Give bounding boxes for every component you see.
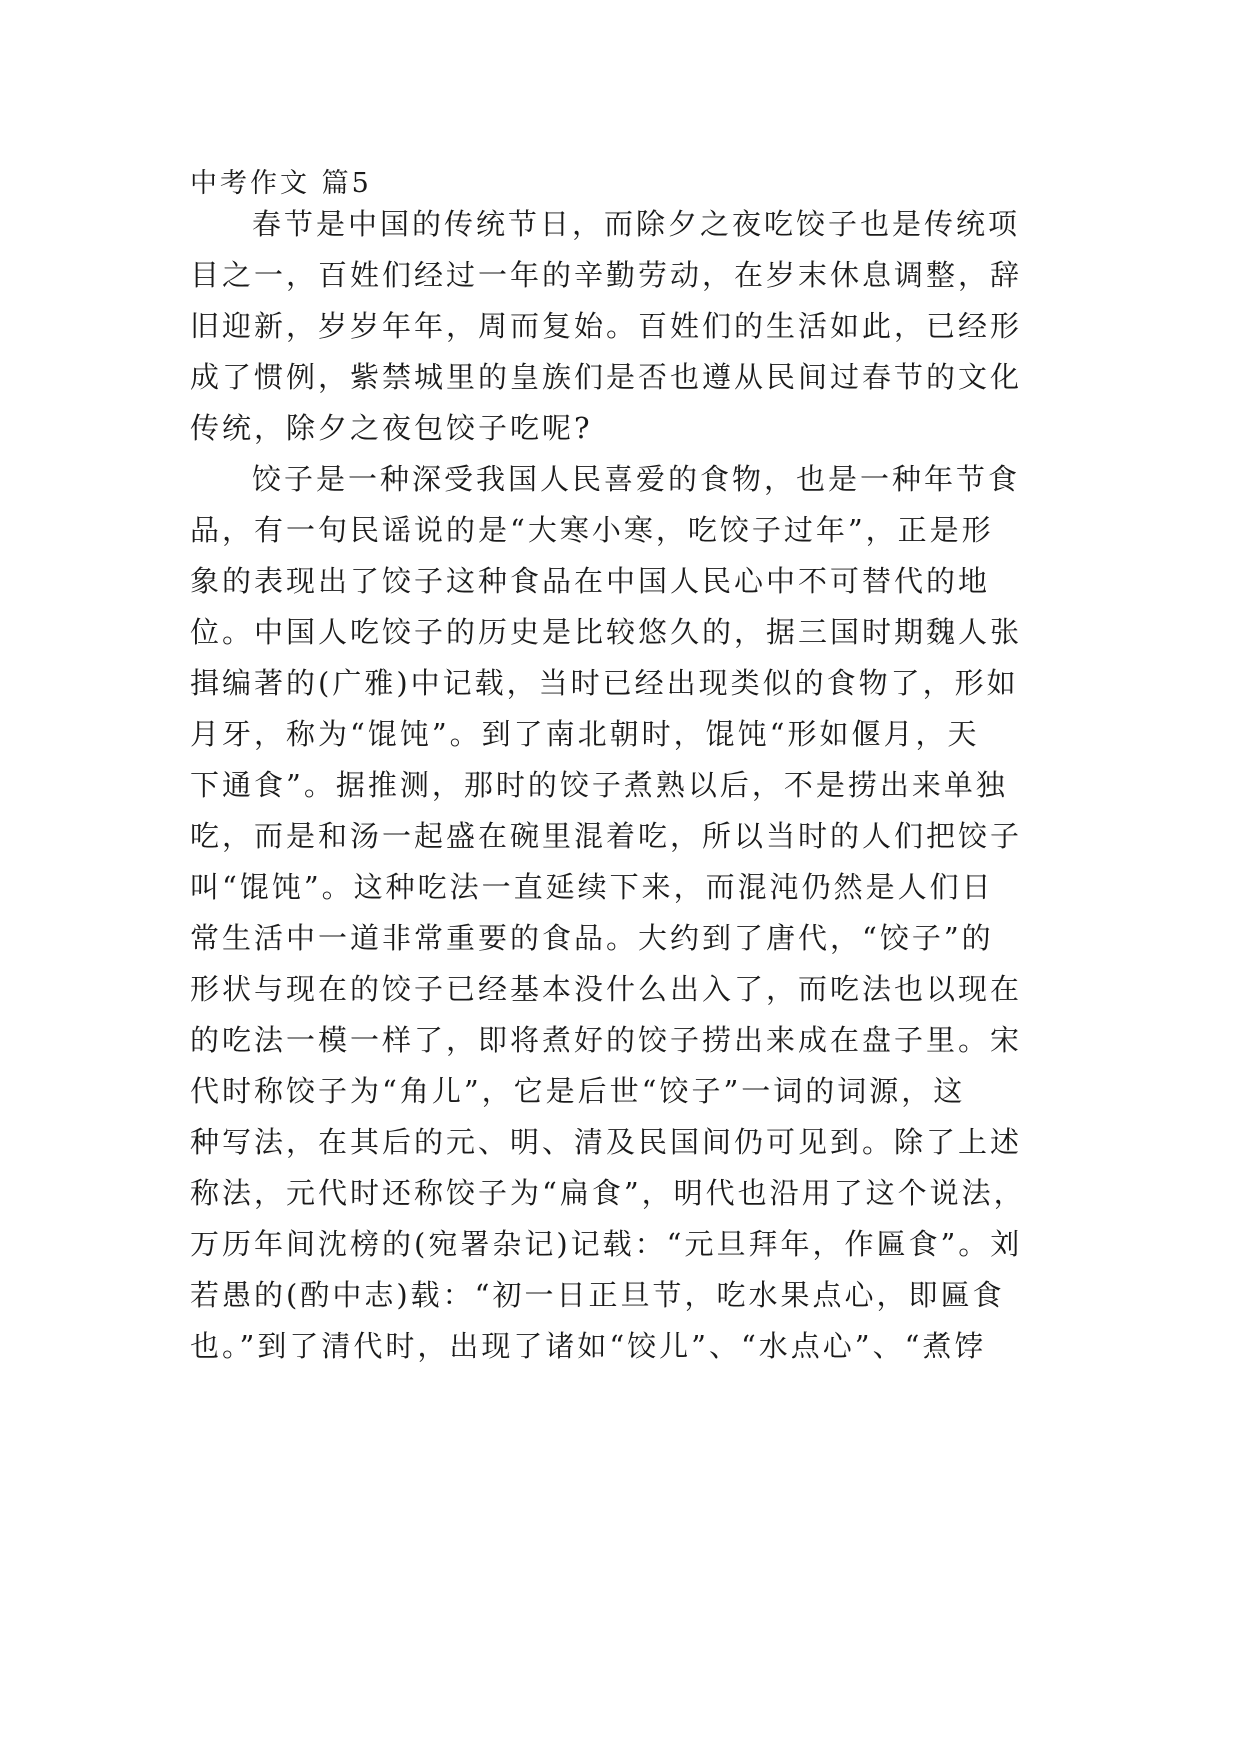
text-line: 种写法，在其后的元、明、清及民国间仍可见到。除了上述 xyxy=(190,1125,1023,1159)
text-line: 常生活中一道非常重要的食品。大约到了唐代，“饺子”的 xyxy=(190,921,994,955)
text-line: 的吃法一模一样了，即将煮好的饺子捞出来成在盘子里。宋 xyxy=(190,1023,1023,1057)
text-line: 饺子是一种深受我国人民喜爱的食物，也是一种年节食 xyxy=(252,462,1021,496)
text-line: 吃，而是和汤一起盛在碗里混着吃，所以当时的人们把饺子 xyxy=(190,819,1023,853)
text-line: 月牙，称为“馄饨”。到了南北朝时，馄饨“形如偃月，天 xyxy=(190,717,980,751)
text-line: 叫“馄饨”。这种吃法一直延续下来，而混沌仍然是人们日 xyxy=(190,870,994,904)
text-line: 春节是中国的传统节日，而除夕之夜吃饺子也是传统项 xyxy=(252,207,1021,241)
text-line: 传统，除夕之夜包饺子吃呢? xyxy=(190,411,593,445)
text-line: 品，有一句民谣说的是“大寒小寒，吃饺子过年”，正是形 xyxy=(190,513,994,547)
text-line: 形状与现在的饺子已经基本没什么出入了，而吃法也以现在 xyxy=(190,972,1023,1006)
text-line: 也。”到了清代时，出现了诸如“饺儿”、“水点心”、“煮饽 xyxy=(190,1329,987,1363)
text-line: 下通食”。据推测，那时的饺子煮熟以后，不是捞出来单独 xyxy=(190,768,1008,802)
text-line: 揖编著的(广雅)中记载，当时已经出现类似的食物了，形如 xyxy=(190,666,1019,700)
text-line: 象的表现出了饺子这种食品在中国人民心中不可替代的地 xyxy=(190,564,991,598)
text-line: 若愚的(酌中志)载：“初一日正旦节，吃水果点心，即匾食 xyxy=(190,1278,1005,1312)
text-line: 称法，元代时还称饺子为“扁食”，明代也沿用了这个说法， xyxy=(190,1176,1026,1210)
text-line: 位。中国人吃饺子的历史是比较悠久的，据三国时期魏人张 xyxy=(190,615,1023,649)
text-line: 目之一，百姓们经过一年的辛勤劳动，在岁末休息调整，辞 xyxy=(190,258,1023,292)
essay-title: 中考作文 篇5 xyxy=(190,168,372,199)
text-line: 旧迎新，岁岁年年，周而复始。百姓们的生活如此，已经形 xyxy=(190,309,1023,343)
text-line: 万历年间沈榜的(宛署杂记)记载：“元旦拜年，作匾食”。刘 xyxy=(190,1227,1023,1261)
text-line: 成了惯例，紫禁城里的皇族们是否也遵从民间过春节的文化 xyxy=(190,360,1023,394)
text-line: 代时称饺子为“角儿”，它是后世“饺子”一词的词源，这 xyxy=(190,1074,966,1108)
